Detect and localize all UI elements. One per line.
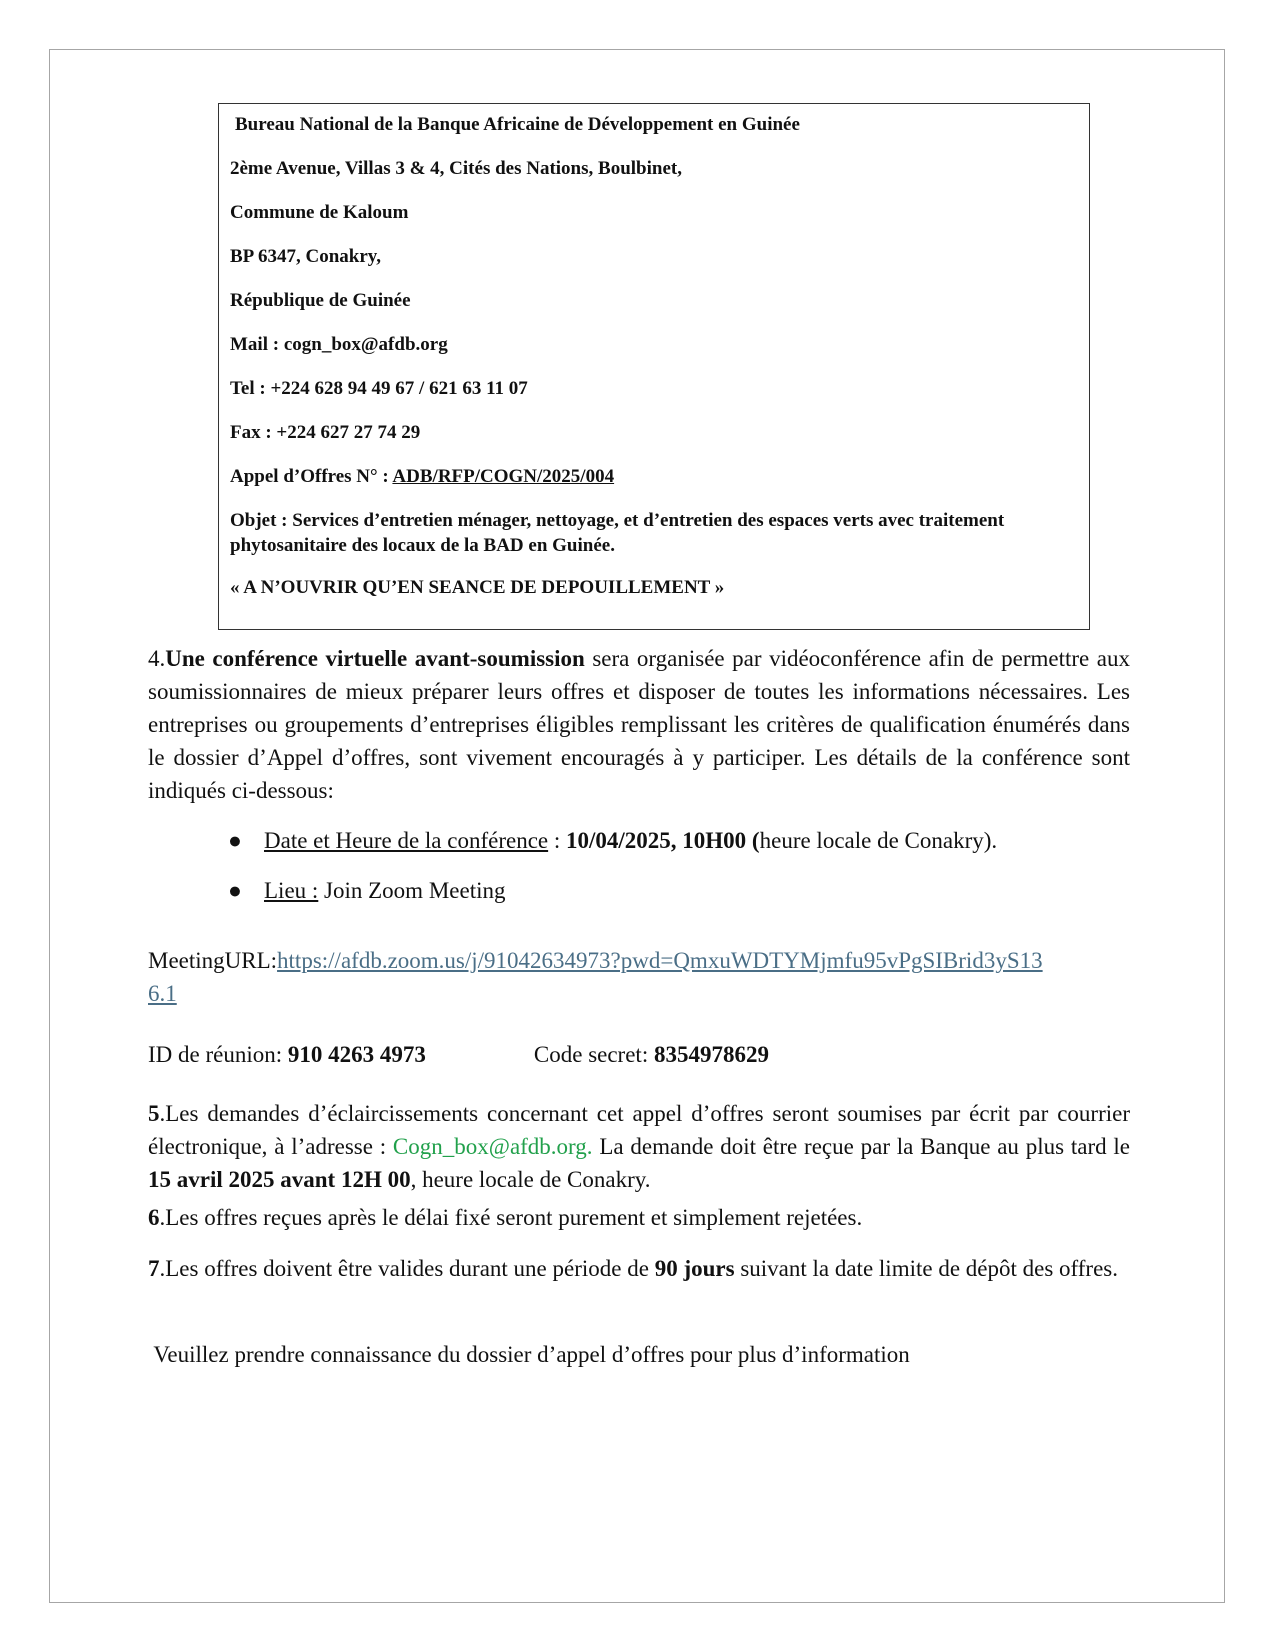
objet-line-1: Objet : Services d’entretien ménager, nettoyage, et d’entretien des espaces verts avec traitement xyxy=(230,510,1005,531)
section-4-lead: Une conférence virtuelle avant-soumission xyxy=(165,646,585,671)
opening-notice: « A N’OUVRIR QU’EN SEANCE DE DEPOUILLEMENT » xyxy=(230,577,725,598)
address-line-country: République de Guinée xyxy=(230,290,411,311)
section-6-text: .Les offres reçues après le délai fixé seront purement et simplement rejetées. xyxy=(159,1205,863,1230)
bullet-icon: ● xyxy=(228,828,242,853)
meeting-url-link-cont[interactable]: 6.1 xyxy=(148,981,177,1006)
section-7-text-b: suivant la date limite de dépôt des offres. xyxy=(734,1256,1119,1281)
meeting-code-value: 8354978629 xyxy=(653,1042,769,1067)
tender-label: Appel d’Offres N° : xyxy=(230,466,393,487)
section-5-text-c: , heure locale de Conakry. xyxy=(410,1167,651,1192)
objet-line-2: phytosanitaire des locaux de la BAD en Guinée. xyxy=(230,535,615,556)
list-item-date xyxy=(228,824,997,857)
section-5-text-b: La demande doit être reçue par la Banque au plus tard le xyxy=(592,1134,1131,1159)
section-6-number: 6 xyxy=(148,1205,160,1230)
address-line-street: 2ème Avenue, Villas 3 & 4, Cités des Nations, Boulbinet, xyxy=(230,158,682,179)
meeting-url-label: MeetingURL: xyxy=(148,948,278,973)
date-value: 10/04/2025, 10H00 ( xyxy=(566,828,760,853)
meeting-id-value: 910 4263 4973 xyxy=(287,1042,426,1067)
date-label: Date et Heure de la conférence xyxy=(264,828,549,853)
address-box xyxy=(218,103,1090,630)
date-suffix: heure locale de Conakry). xyxy=(759,828,998,853)
meeting-credentials xyxy=(148,1038,1130,1071)
section-7-number: 7 xyxy=(148,1256,160,1281)
meeting-code-label: Code secret: xyxy=(533,1042,654,1067)
section-5-text-a: .Les demandes d’éclaircissements concernant cet appel d’offres seront soumises par écrit par courrier électronique, à l’adresse : xyxy=(148,1101,1130,1159)
section-7-paragraph xyxy=(148,1252,1130,1285)
address-line-mail: Mail : cogn_box@afdb.org xyxy=(230,334,448,355)
section-5-paragraph xyxy=(148,1097,1130,1196)
lieu-value: Join Zoom Meeting xyxy=(318,878,506,903)
section-7-text-a: .Les offres doivent être valides durant une période de xyxy=(159,1256,655,1281)
section-5-deadline: 15 avril 2025 avant 12H 00 xyxy=(148,1167,411,1192)
section-5-email[interactable]: Cogn_box@afdb.org. xyxy=(392,1134,593,1159)
address-line-bp: BP 6347, Conakry, xyxy=(230,246,381,267)
tender-number: ADB/RFP/COGN/2025/004 xyxy=(392,466,615,487)
address-line-tel: Tel : +224 628 94 49 67 / 621 63 11 07 xyxy=(230,378,528,399)
meeting-url-block xyxy=(148,944,1130,1010)
conference-details-list xyxy=(228,824,997,907)
section-4-number: 4. xyxy=(148,646,166,671)
section-4-text: sera organisée par vidéoconférence afin de permettre aux soumissionnaires de mieux préparer leurs offres et disposer de toutes les informations nécessaires. Les entreprises ou groupements d’entreprises éligibles remplissant les critères de qualification énumérés dans le dossier d’Appel d’offres, sont vivement encouragés à y participer. Les détails de la conférence sont indiqués ci-dessous: xyxy=(148,646,1130,803)
section-6-paragraph xyxy=(148,1201,1130,1234)
meeting-id-label: ID de réunion: xyxy=(148,1042,288,1067)
list-item-lieu xyxy=(228,874,997,907)
address-line-commune: Commune de Kaloum xyxy=(230,202,409,223)
date-separator: : xyxy=(548,828,567,853)
address-line-office: Bureau National de la Banque Africaine de Développement en Guinée xyxy=(235,114,800,135)
lieu-label: Lieu : xyxy=(264,878,319,903)
closing-note: Veuillez prendre connaissance du dossier d’appel d’offres pour plus d’information xyxy=(148,1342,910,1367)
section-5-number: 5 xyxy=(148,1101,160,1126)
meeting-url-link[interactable]: https://afdb.zoom.us/j/91042634973?pwd=QmxuWDTYMjmfu95vPgSIBrid3yS13 xyxy=(277,948,1043,973)
section-4-paragraph xyxy=(148,642,1130,807)
section-7-bold: 90 jours xyxy=(654,1256,735,1281)
tender-reference xyxy=(230,464,1078,489)
bullet-icon: ● xyxy=(228,878,242,903)
address-line-fax: Fax : +224 627 27 74 29 xyxy=(230,422,421,443)
